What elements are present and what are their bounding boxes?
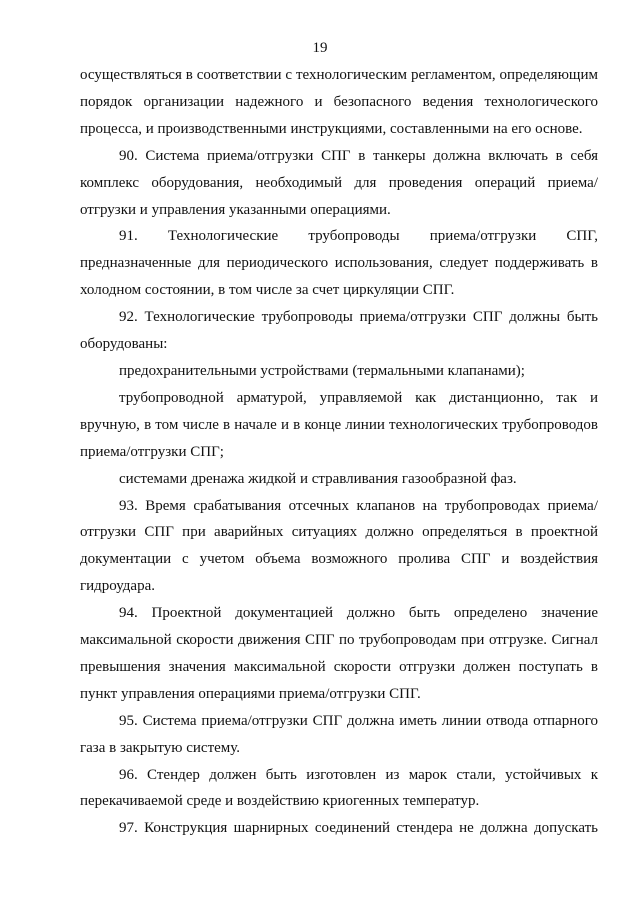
paragraph-92: 92. Технологические трубопроводы приема/отгрузки СПГ должны быть оборудованы:	[80, 309, 598, 353]
paragraph-95: 95. Система приема/отгрузки СПГ должна иметь линии отвода отпарного газа в закрытую систему.	[80, 712, 598, 756]
page-number: 19	[312, 40, 328, 56]
paragraph-96: 96. Стендер должен быть изготовлен из марок стали, устойчивых к перекачиваемой среде и воздействию криогенных температур.	[80, 766, 598, 810]
paragraph-94: 94. Проектной документацией должно быть определено значение максимальной скорости движения СПГ по трубопроводам при отгрузке. Сигнал превышения значения максимальной скорости отгрузки должен поступать в пункт управления операциями приема/отгрузки СПГ.	[80, 605, 598, 702]
list-item-drainage: системами дренажа жидкой и стравливания газообразной фаз.	[119, 470, 517, 487]
list-item-safety-devices: предохранительными устройствами (термальными клапанами);	[119, 362, 525, 379]
paragraph-93: 93. Время срабатывания отсечных клапанов на трубопроводах приема/отгрузки СПГ при аварийных ситуациях должно определяться в проектной документации с учетом объема возможного пролива СПГ и воздействия гидроудара.	[80, 497, 598, 595]
paragraph-91: 91. Технологические трубопроводы приема/отгрузки СПГ, предназначенные для периодического использования, следует поддерживать в холодном состоянии, в том числе за счет циркуляции СПГ.	[80, 228, 598, 299]
paragraph-97: 97. Конструкция шарнирных соединений стендера не должна допускать	[119, 820, 598, 837]
paragraph-continuation: осуществляться в соответствии с технологическим регламентом, определяющим порядок организации надежного и безопасного ведения технологического процесса, и производственными инструкциями, составленными на его основе.	[80, 67, 598, 137]
list-item-valves: трубопроводной арматурой, управляемой как дистанционно, так и вручную, в том числе в начале и в конце линии технологических трубопроводов приема/отгрузки СПГ;	[80, 389, 598, 460]
document-body	[80, 62, 598, 842]
paragraph-90: 90. Система приема/отгрузки СПГ в танкеры должна включать в себя комплекс оборудования, необходимый для проведения операций приема/отгрузки и управления указанными операциями.	[80, 147, 598, 218]
